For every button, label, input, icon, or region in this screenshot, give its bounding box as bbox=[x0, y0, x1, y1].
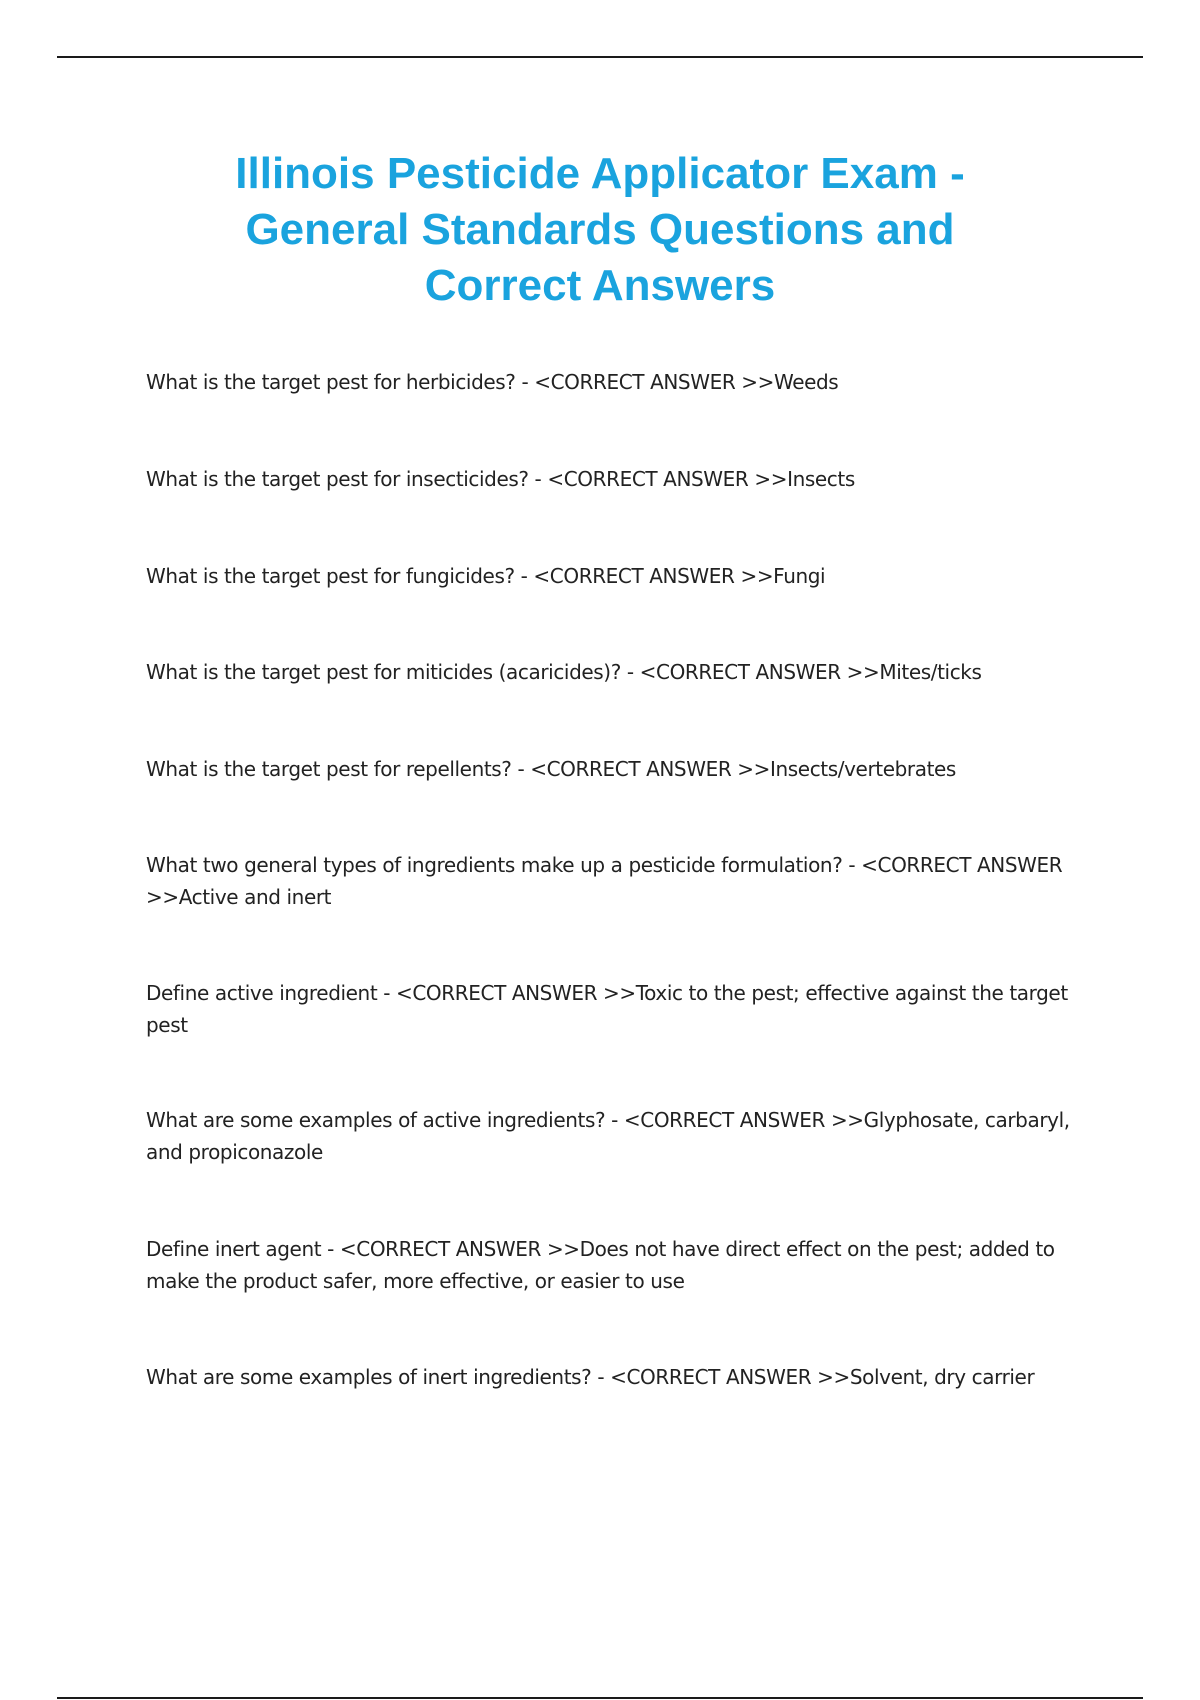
document-title bbox=[140, 146, 1060, 314]
title-line-1: Illinois Pesticide Applicator Exam - bbox=[235, 149, 965, 198]
qa-item-insecticides: What is the target pest for insecticides? - <CORRECT ANSWER >>Insects bbox=[146, 467, 855, 491]
title-line-3: Correct Answers bbox=[424, 261, 776, 310]
qa-item-active-examples: What are some examples of active ingredients? - <CORRECT ANSWER >>Glyphosate, carbaryl, and propiconazole bbox=[146, 1108, 1070, 1164]
top-divider bbox=[57, 56, 1143, 58]
qa-item-ingredient-types: What two general types of ingredients make up a pesticide formulation? - <CORRECT ANSWER >>Active and inert bbox=[146, 853, 1063, 909]
qa-item-inert-agent: Define inert agent - <CORRECT ANSWER >>Does not have direct effect on the pest; added to make the product safer, more effective, or easier to use bbox=[146, 1237, 1055, 1293]
qa-item-repellents: What is the target pest for repellents? - <CORRECT ANSWER >>Insects/vertebrates bbox=[146, 757, 956, 781]
bottom-divider bbox=[57, 1697, 1143, 1699]
question-answer-list bbox=[146, 366, 1086, 1393]
qa-item-active-ingredient: Define active ingredient - <CORRECT ANSWER >>Toxic to the pest; effective against the target pest bbox=[146, 981, 1068, 1037]
qa-item-inert-examples: What are some examples of inert ingredients? - <CORRECT ANSWER >>Solvent, dry carrier bbox=[146, 1365, 1035, 1389]
qa-item-herbicides: What is the target pest for herbicides? - <CORRECT ANSWER >>Weeds bbox=[146, 370, 839, 394]
qa-item-fungicides: What is the target pest for fungicides? - <CORRECT ANSWER >>Fungi bbox=[146, 564, 826, 588]
title-line-2: General Standards Questions and bbox=[245, 205, 955, 254]
qa-item-miticides: What is the target pest for miticides (acaricides)? - <CORRECT ANSWER >>Mites/ticks bbox=[146, 660, 982, 684]
